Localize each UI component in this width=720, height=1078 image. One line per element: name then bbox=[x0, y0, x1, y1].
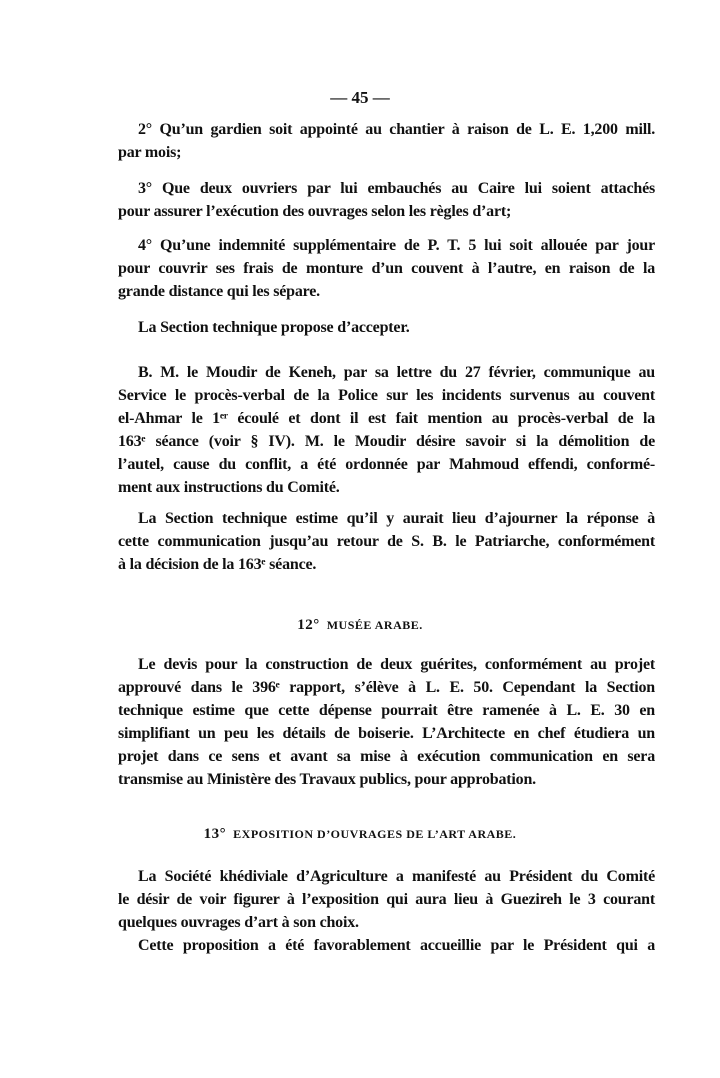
text-line: 2° Qu’un gardien soit appointé au chantier à raison de L. E. 1,200 mill. bbox=[138, 121, 655, 138]
text-line: projet dans ce sens et avant sa mise à exécution communication en sera bbox=[118, 748, 655, 765]
text-line: cette communication jusqu’au retour de S. B. le Patriarche, conformément bbox=[118, 533, 655, 550]
text-line: el-Ahmar le 1ᵉʳ écoulé et dont il est fait mention au procès-verbal de la bbox=[118, 410, 655, 427]
text-line: approuvé dans le 396ᵉ rapport, s’élève à L. E. 50. Cependant la Section bbox=[118, 679, 655, 696]
section-title: MUSÉE ARABE. bbox=[326, 618, 423, 632]
page-number: — 45 — bbox=[330, 88, 390, 107]
text-line: simplifiant un peu les détails de boiserie. L’Architecte en chef étudiera un bbox=[118, 725, 655, 742]
text-line: quelques ouvrages d’art à son choix. bbox=[118, 914, 359, 931]
text-line: transmise au Ministère des Travaux publics, pour approbation. bbox=[118, 771, 536, 788]
text-line: l’autel, cause du conflit, a été ordonnée par Mahmoud effendi, conformé- bbox=[118, 456, 655, 473]
text-line: 4° Qu’une indemnité supplémentaire de P. T. 5 lui soit allouée par jour bbox=[138, 237, 655, 254]
section-number: 12° bbox=[297, 617, 320, 633]
text-line: pour assurer l’exécution des ouvrages selon les règles d’art; bbox=[118, 203, 512, 220]
text-line: B. M. le Moudir de Keneh, par sa lettre du 27 février, communique au bbox=[138, 364, 655, 381]
section-number: 13° bbox=[203, 826, 227, 842]
text-line: technique estime que cette dépense pourrait être ramenée à L. E. 30 en bbox=[118, 702, 655, 719]
text-line: grande distance qui les sépare. bbox=[118, 283, 320, 300]
text-line: le désir de voir figurer à l’exposition qui aura lieu à Guezireh le 3 courant bbox=[118, 891, 655, 908]
text-line: à la décision de la 163ᵉ séance. bbox=[118, 556, 317, 573]
section-heading bbox=[0, 826, 720, 843]
text-line: Le devis pour la construction de deux guérites, conformément au projet bbox=[138, 656, 655, 673]
text-line: par mois; bbox=[118, 144, 182, 161]
text-line: 163ᵉ séance (voir § IV). M. le Moudir désire savoir si la démolition de bbox=[118, 433, 655, 450]
text-line: Cette proposition a été favorablement accueillie par le Président qui a bbox=[138, 937, 655, 954]
section-title: EXPOSITION D’OUVRAGES DE L’ART ARABE. bbox=[233, 827, 517, 841]
text-line: Service le procès-verbal de la Police sur les incidents survenus au couvent bbox=[118, 387, 655, 404]
text-line: ment aux instructions du Comité. bbox=[118, 479, 340, 496]
text-line: La Section technique estime qu’il y aurait lieu d’ajourner la réponse à bbox=[138, 510, 655, 527]
text-line: 3° Que deux ouvriers par lui embauchés au Caire lui soient attachés bbox=[138, 180, 655, 197]
text-line: La Société khédiviale d’Agriculture a manifesté au Président du Comité bbox=[138, 868, 655, 885]
text-line: pour couvrir ses frais de monture d’un couvent à l’autre, en raison de la bbox=[118, 260, 655, 277]
section-heading bbox=[0, 617, 720, 634]
text-line: La Section technique propose d’accepter. bbox=[138, 319, 410, 336]
